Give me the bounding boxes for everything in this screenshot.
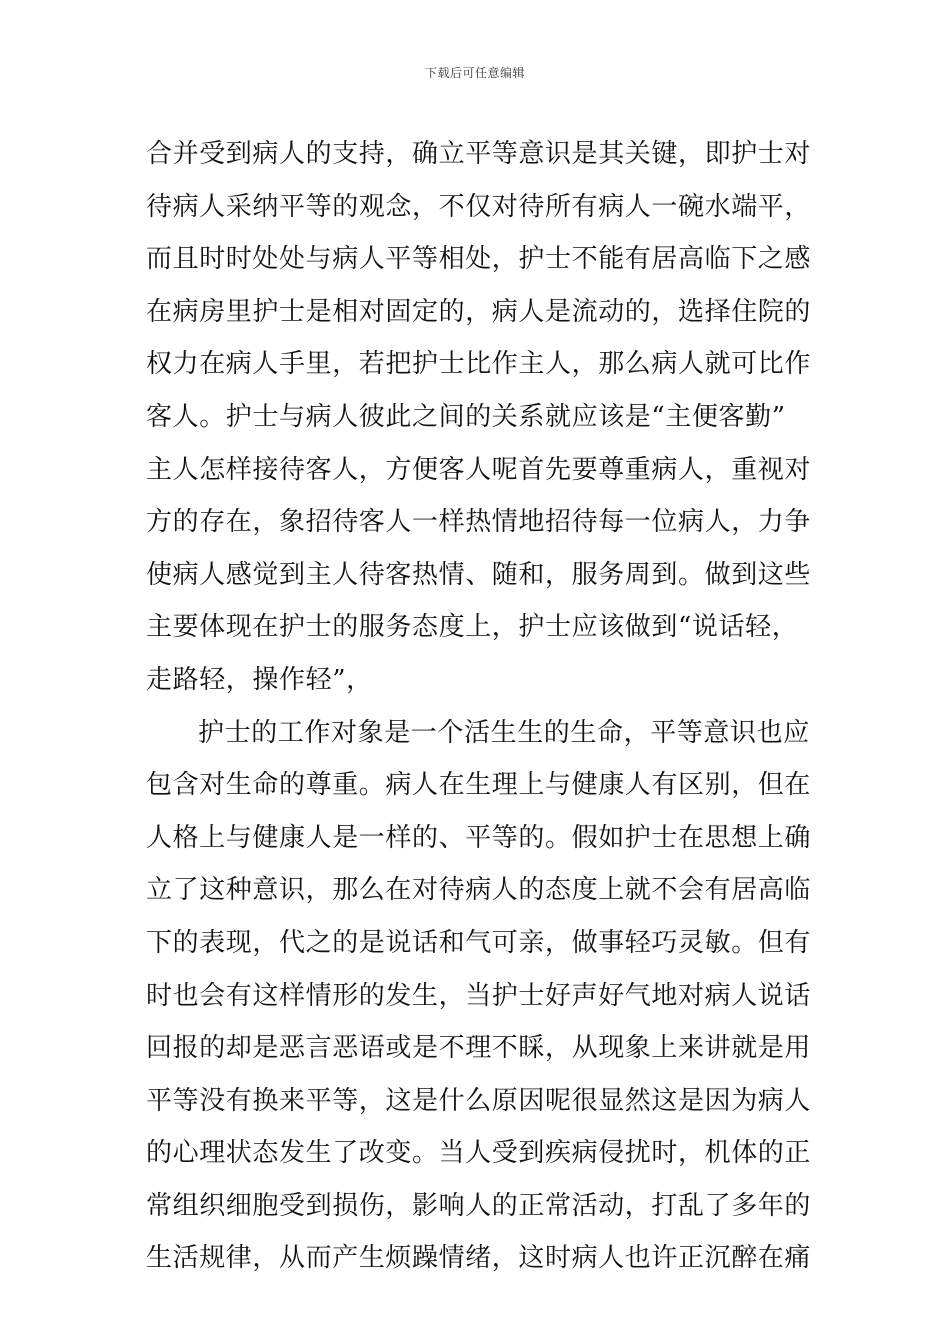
text-line: 回报的却是恶言恶语或是不理不睬，从现象上来讲就是用 [146,1033,812,1064]
text-line: 的心理状态发生了改变。当人受到疾病侵扰时，机体的正 [146,1138,812,1169]
text-line: 客人。护士与病人彼此之间的关系就应该是“主便客勤” [146,401,786,432]
paragraph-first-line: 护士的工作对象是一个活生生的生命，平等意识也应 [198,717,810,748]
text-line: 下的表现，代之的是说话和气可亲，做事轻巧灵敏。但有 [146,927,812,958]
text-line: 包含对生命的尊重。病人在生理上与健康人有区别，但在 [146,770,812,801]
text-line: 权力在病人手里，若把护士比作主人，那么病人就可比作 [146,349,812,380]
text-line: 主要体现在护士的服务态度上，护士应该做到“说话轻， [146,612,799,643]
text-line: 合并受到病人的支持，确立平等意识是其关键，即护士对 [146,139,812,169]
page-header: 下载后可任意编辑 [424,66,525,80]
text-line: 人格上与健康人是一样的、平等的。假如护士在思想上确 [146,822,812,853]
text-line: 走路轻，操作轻”， [146,664,373,695]
text-line: 方的存在，象招待客人一样热情地招待每一位病人，力争 [146,507,812,538]
text-line: 生活规律，从而产生烦躁情绪，这时病人也许正沉醉在痛 [146,1243,812,1274]
text-line: 主人怎样接待客人，方便客人呢首先要尊重病人，重视对 [146,454,812,485]
text-line: 而且时时处处与病人平等相处，护士不能有居高临下之感 [146,244,812,275]
text-line: 时也会有这样情形的发生，当护士好声好气地对病人说话 [146,980,812,1011]
text-line: 待病人采纳平等的观念，不仅对待所有病人一碗水端平， [146,191,812,222]
text-line: 在病房里护士是相对固定的，病人是流动的，选择住院的 [146,296,812,327]
text-line: 立了这种意识，那么在对待病人的态度上就不会有居高临 [146,875,812,906]
text-line: 使病人感觉到主人待客热情、随和，服务周到。做到这些 [146,559,812,590]
text-line: 平等没有换来平等，这是什么原因呢很显然这是因为病人 [146,1085,812,1116]
text-line: 常组织细胞受到损伤，影响人的正常活动，打乱了多年的 [146,1190,812,1221]
body-text [146,128,812,1285]
